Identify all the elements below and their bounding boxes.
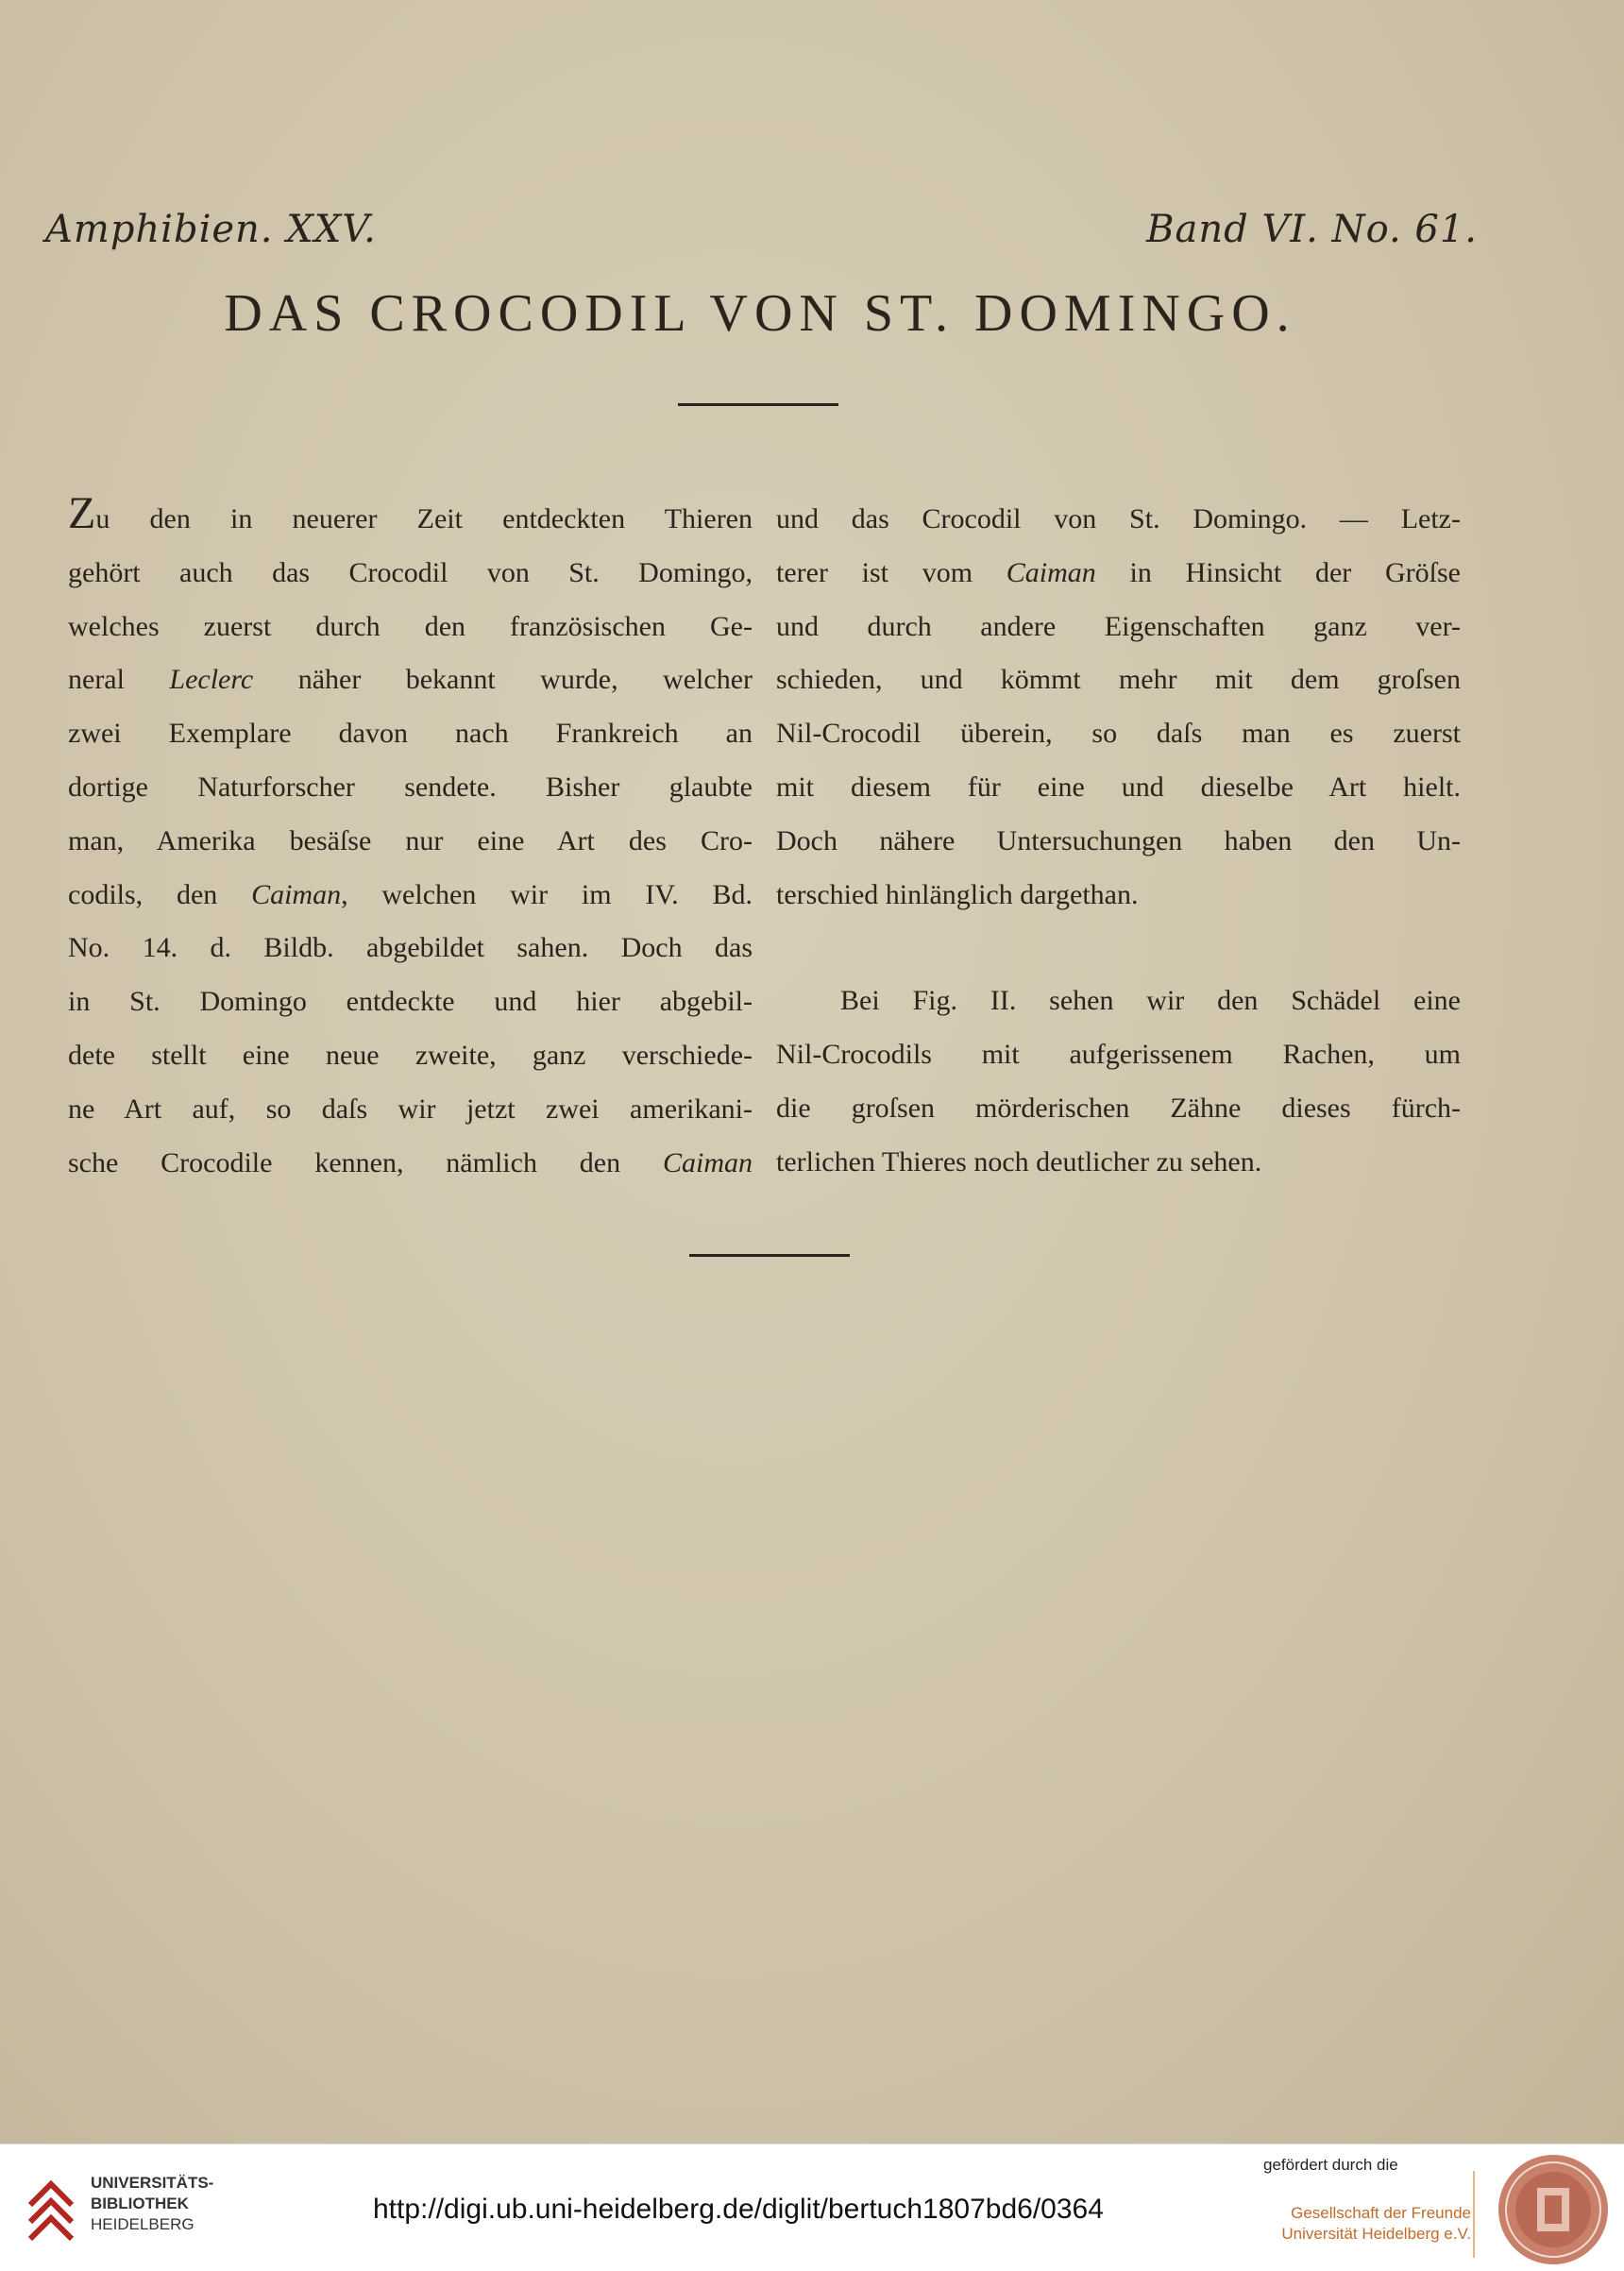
title-rule <box>678 403 838 406</box>
text-line <box>68 653 753 707</box>
footer-divider <box>1473 2171 1475 2258</box>
name-italic: Caiman <box>1006 556 1096 588</box>
library-name-line: UNIVERSITÄTS- <box>91 2174 214 2192</box>
text-line: gehört auch das Crocodil von St. Domingo, <box>68 556 753 588</box>
text-span: in Hinsicht der Gröſse <box>1095 556 1461 588</box>
text-line: Bei Fig. II. sehen wir den Schädel eine <box>840 985 1461 1017</box>
text-line: dete stellt eine neue zweite, ganz verschiede- <box>68 1039 753 1071</box>
text-span: näher bekannt wurde, welcher <box>253 664 753 696</box>
funded-by-label: gefördert durch die <box>1263 2156 1398 2174</box>
text-line: terschied hinlänglich dargethan. <box>776 878 1139 910</box>
text-line: Doch nähere Untersuchungen haben den Un- <box>776 824 1461 856</box>
text-line: und durch andere Eigenschaften ganz ver- <box>776 610 1461 642</box>
name-italic: Leclerc <box>169 664 254 696</box>
text-line: terlichen Thieres noch deutlicher zu sehen. <box>776 1145 1262 1178</box>
text-line: welches zuerst durch den französischen Ge- <box>68 610 753 642</box>
text-span: codils, den <box>68 878 252 910</box>
library-name <box>91 2173 213 2235</box>
text-line <box>68 869 753 923</box>
text-line: in St. Domingo entdeckte und hier abgebil- <box>68 986 753 1018</box>
page-title: DAS CROCODIL VON ST. DOMINGO. <box>224 284 1296 343</box>
text-line: dortige Naturforscher sendete. Bisher glaubte <box>68 771 753 803</box>
ub-heidelberg-logo-icon <box>21 2167 81 2248</box>
text-line: schieden, und kömmt mehr mit dem groſsen <box>776 664 1461 696</box>
text-line: No. 14. d. Bildb. abgebildet sahen. Doch das <box>68 932 753 964</box>
text-line <box>68 1137 753 1191</box>
paragraph-gap <box>776 922 1461 974</box>
section-header: Amphibien. XXV. <box>45 208 377 251</box>
name-italic: Caiman <box>251 878 342 910</box>
text-line <box>776 547 1461 601</box>
text-line <box>68 488 753 547</box>
text-line: Nil-Crocodils mit aufgerissenem Rachen, um <box>776 1039 1461 1071</box>
library-name-line: BIBLIOTHEK <box>91 2195 189 2212</box>
drop-cap: Z <box>68 488 96 538</box>
footer-bar <box>0 2144 1624 2271</box>
left-column <box>68 488 753 1190</box>
closing-rule <box>689 1254 850 1257</box>
society-name-line: Universität Heidelberg e.V. <box>1281 2225 1471 2243</box>
name-italic: Caiman <box>662 1146 753 1178</box>
text-line: Nil-Crocodil überein, so daſs man es zuerst <box>776 718 1461 750</box>
text-line: mit diesem für eine und dieselbe Art hielt. <box>776 771 1461 803</box>
text-span: terer ist vom <box>776 556 1007 588</box>
text-span: u den in neuerer Zeit entdeckten Thieren <box>95 503 753 534</box>
text-line: ne Art auf, so daſs wir jetzt zwei amerikani- <box>68 1093 753 1125</box>
society-name <box>1263 2203 1471 2245</box>
university-seal-icon <box>1496 2152 1611 2267</box>
text-span: neral <box>68 664 170 696</box>
text-span: , welchen wir im IV. Bd. <box>341 878 753 910</box>
permalink-url[interactable]: http://digi.ub.uni-heidelberg.de/diglit/bertuch1807bd6/0364 <box>373 2194 1104 2225</box>
society-name-line: Gesellschaft der Freunde <box>1291 2204 1471 2222</box>
text-line: die groſsen mörderischen Zähne dieses fürch- <box>776 1092 1461 1124</box>
library-name-line: HEIDELBERG <box>91 2215 195 2233</box>
right-column <box>776 493 1461 1190</box>
text-span: sche Crocodile kennen, nämlich den <box>68 1146 663 1178</box>
text-line: man, Amerika besäſse nur eine Art des Cro- <box>68 824 753 856</box>
text-line: zwei Exemplare davon nach Frankreich an <box>68 718 753 750</box>
volume-number: Band VI. No. 61. <box>1146 208 1478 251</box>
text-line: und das Crocodil von St. Domingo. — Letz- <box>776 503 1461 534</box>
